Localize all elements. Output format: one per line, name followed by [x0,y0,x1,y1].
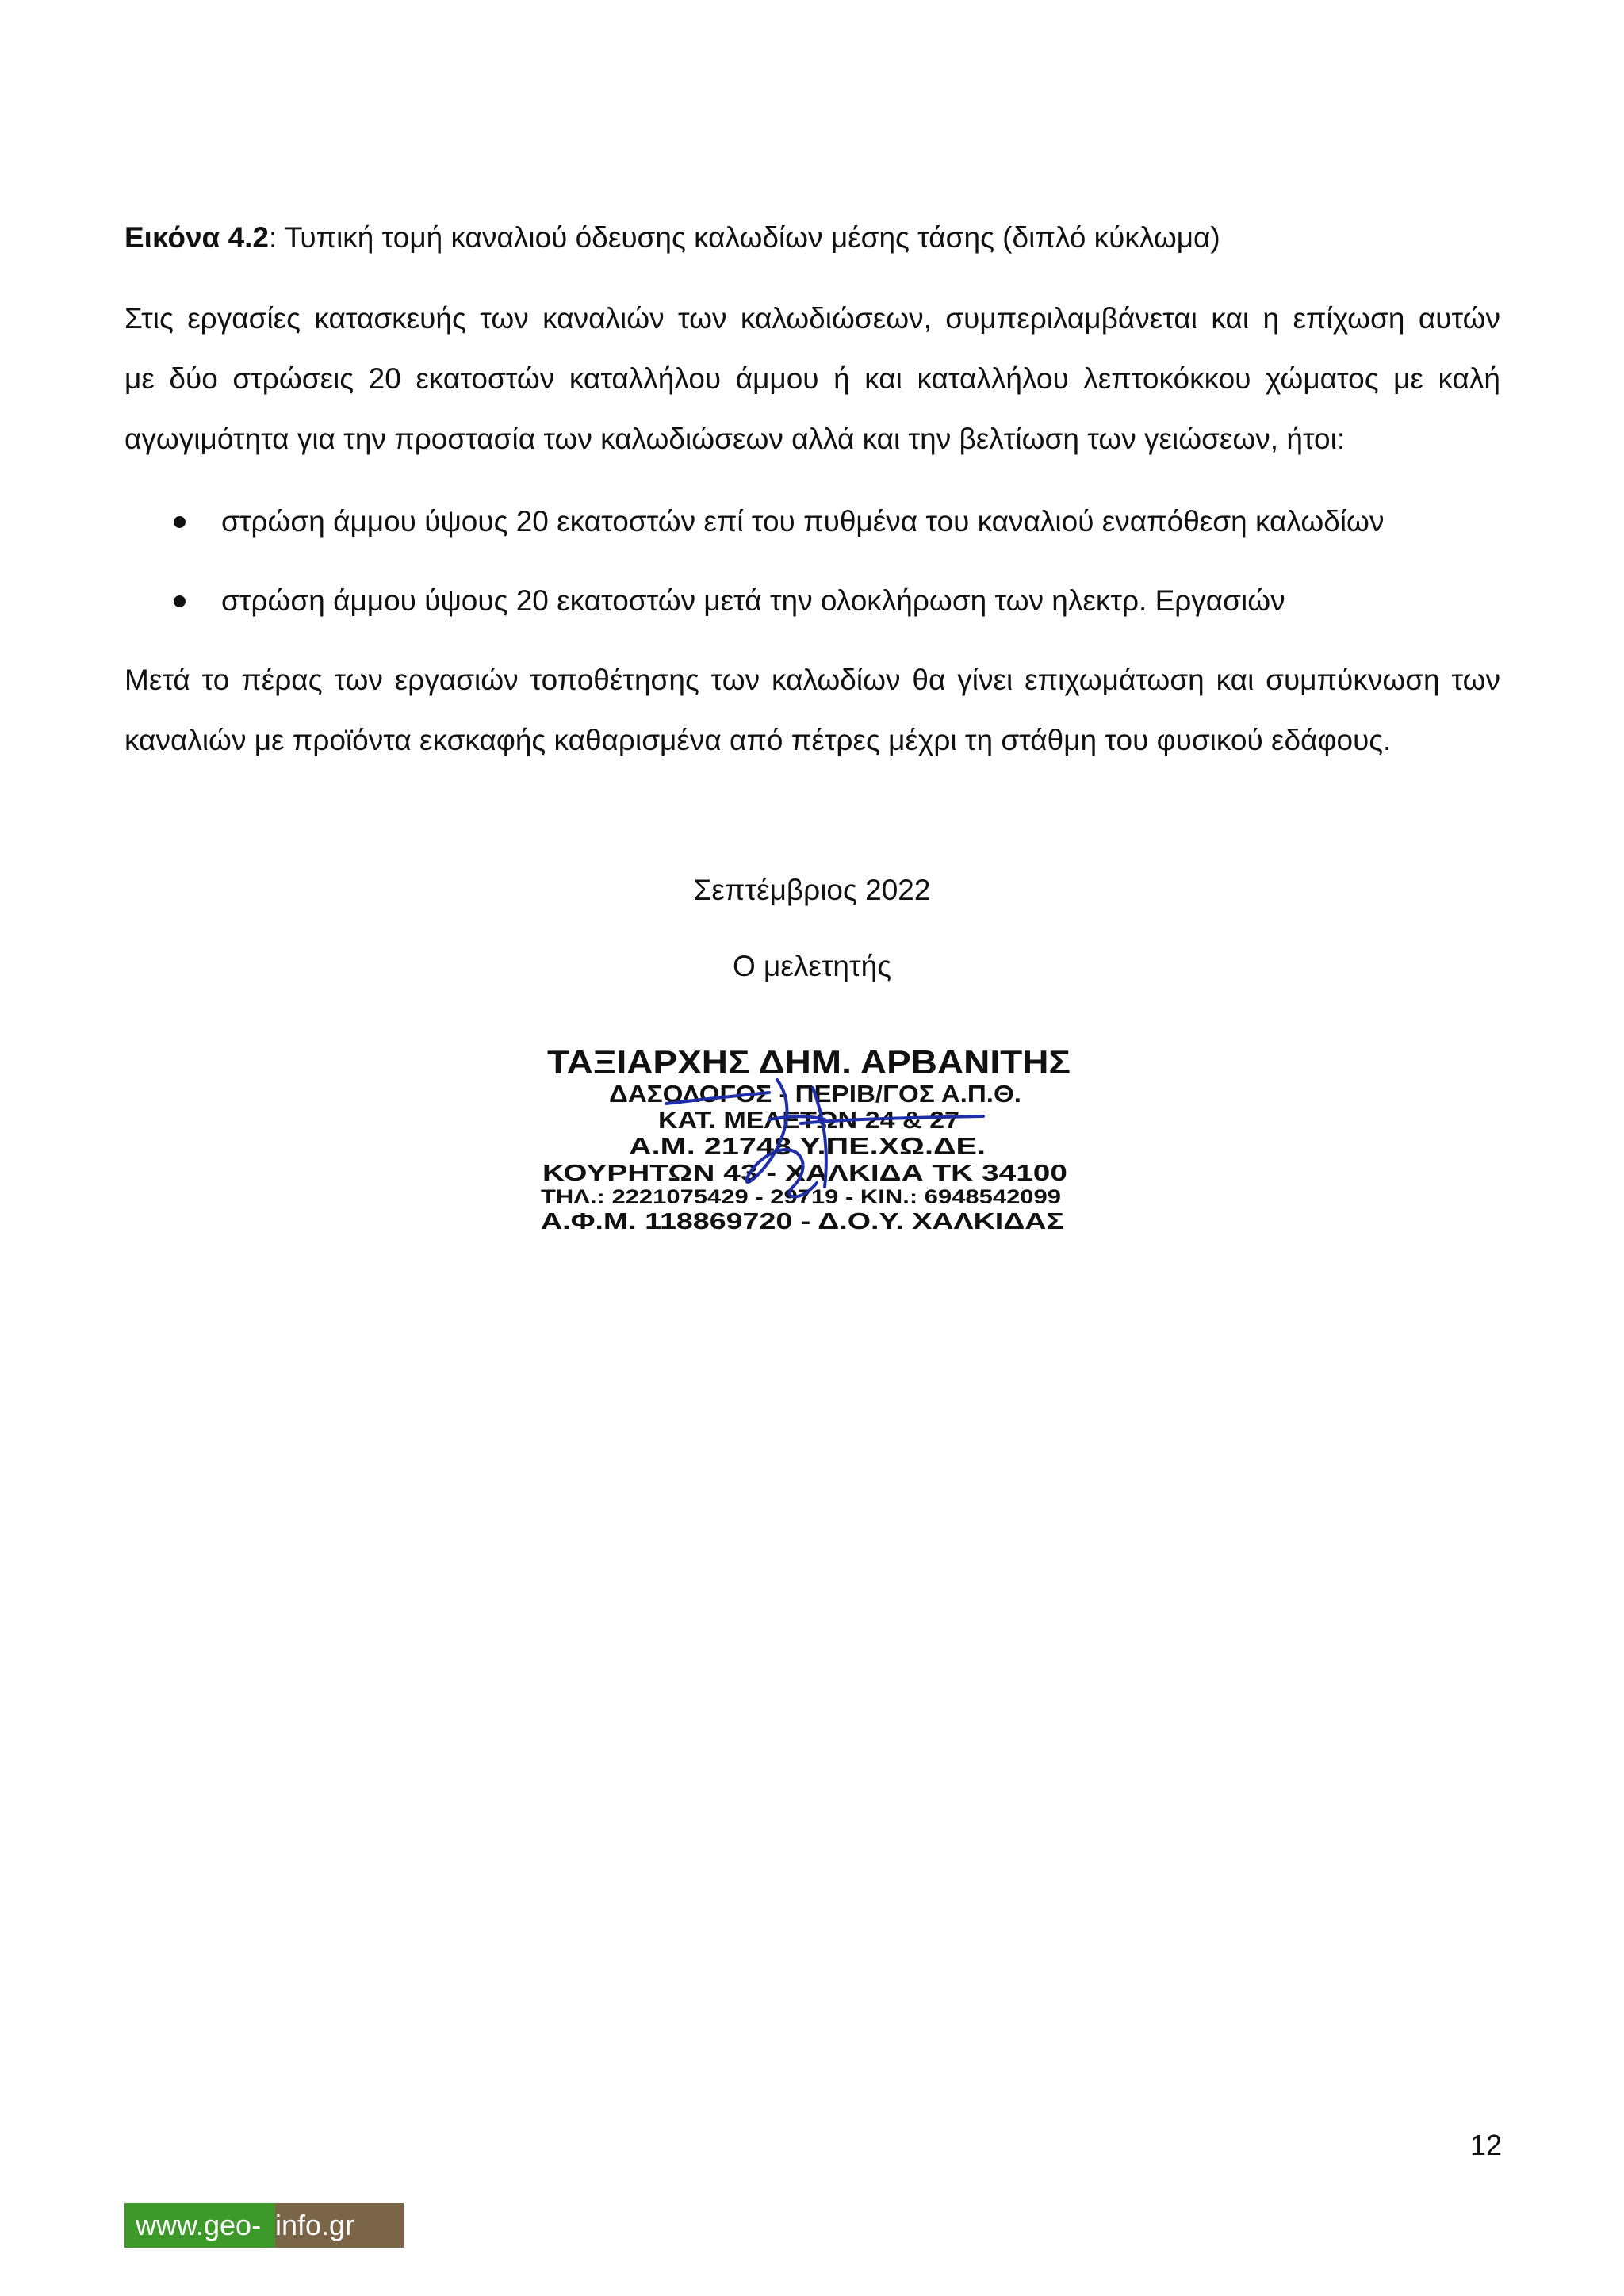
stamp-line: ΔΑΣΟΛΟΓΟΣ - ΠΕΡΙΒ/ΓΟΣ Α.Π.Θ. [609,1080,1021,1108]
paragraph-1-line: αγωγιμότητα για την προστασία των καλωδιώσεων αλλά και την βελτίωση των γειώσεων, ήτοι: [124,423,1346,455]
bullet-icon [174,516,186,528]
paragraph-1 [124,289,1500,469]
page-number: 12 [1469,2129,1502,2161]
engineer-stamp [539,1040,1078,1245]
figure-caption [124,208,1220,268]
stamp-line: ΤΗΛ.: 2221075429 - 29719 - ΚΙΝ.: 6948542099 [541,1186,1061,1208]
bullet-item-text: στρώση άμμου ύψους 20 εκατοστών μετά την ολοκλήρωση των ηλεκτρ. Εργασιών [221,584,1285,617]
stamp-line: Α.Φ.Μ. 118869720 - Δ.Ο.Υ. ΧΑΛΚΙΔΑΣ [541,1209,1064,1234]
figure-caption-text: : Τυπική τομή καναλιού όδευσης καλωδίων μέσης τάσης (διπλό κύκλωμα) [269,221,1220,254]
paragraph-1-line: με δύο στρώσεις 20 εκατοστών καταλλήλου άμμου ή και καταλλήλου λεπτοκόκκου χώματος με καλή [124,362,1500,395]
bullet-item [124,571,1384,650]
footer-logo-right: info.gr [275,2203,404,2248]
footer-logo[interactable] [124,2203,404,2248]
bullet-list [124,492,1384,650]
stamp-line: ΚΑΤ. ΜΕΛΕΤΩΝ 24 & 27 [658,1106,959,1134]
bullet-item [124,492,1384,571]
stamp-line: ΚΟΥΡΗΤΩΝ 43 - ΧΑΛΚΙΔΑ ΤΚ 34100 [542,1161,1067,1186]
footer-logo-left: www.geo- [124,2203,275,2248]
signoff-date: Σεπτέμβριος 2022 [693,874,931,906]
paragraph-2-line: Μετά το πέρας των εργασιών τοποθέτησης των καλωδίων θα γίνει επιχωμάτωση και συμπύκνωση των [124,664,1500,696]
bullet-icon [174,595,186,607]
paragraph-1-line: Στις εργασίες κατασκευής των καναλιών των καλωδιώσεων, συμπεριλαμβάνεται και η επίχωση αυτών [124,302,1500,335]
signoff-role: Ο μελετητής [732,950,892,982]
paragraph-2 [124,650,1500,771]
figure-caption-label: Εικόνα 4.2 [124,221,270,254]
stamp-line: ΤΑΞΙΑΡΧΗΣ ΔΗΜ. ΑΡΒΑΝΙΤΗΣ [547,1043,1071,1081]
paragraph-2-line: καναλιών με προϊόντα εκσκαφής καθαρισμένα από πέτρες μέχρι τη στάθμη του φυσικού εδάφους. [124,724,1392,756]
bullet-item-text: στρώση άμμου ύψους 20 εκατοστών επί του πυθμένα του καναλιού εναπόθεση καλωδίων [221,505,1385,538]
stamp-line: Α.Μ. 21748 Υ.ΠΕ.ΧΩ.ΔΕ. [629,1132,986,1160]
